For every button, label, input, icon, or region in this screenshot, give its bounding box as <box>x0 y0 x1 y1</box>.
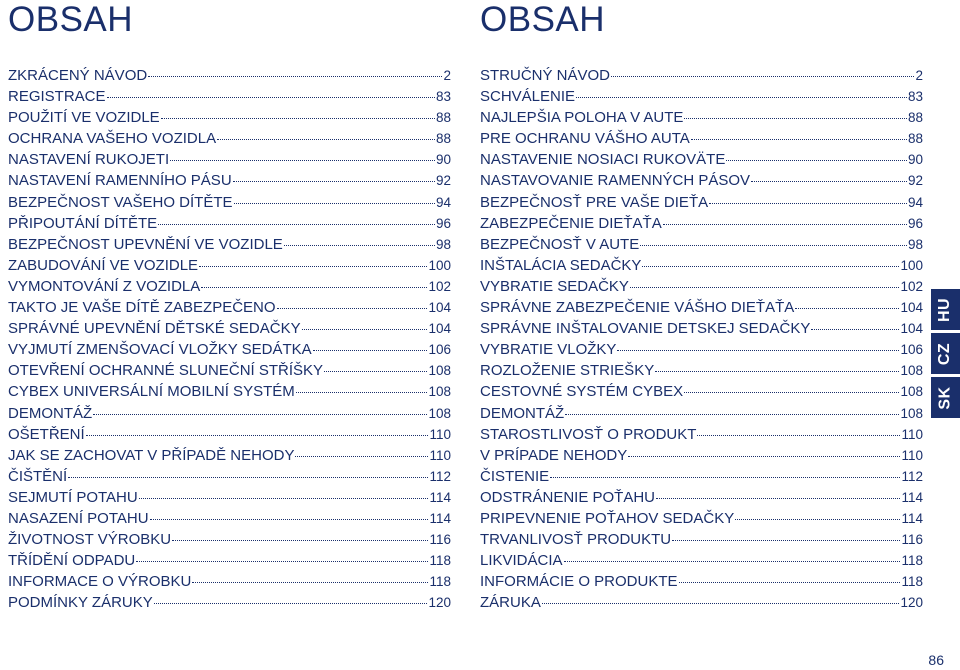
dot-leader <box>565 413 899 415</box>
toc-entry-label: PŘIPOUTÁNÍ DÍTĚTE <box>8 214 158 232</box>
toc-entry-page: 83 <box>907 89 923 105</box>
toc-entry[interactable] <box>8 255 451 276</box>
dot-leader <box>709 202 907 204</box>
dot-leader <box>93 413 427 415</box>
toc-entry-label: VYMONTOVÁNÍ Z VOZIDLA <box>8 277 201 295</box>
dot-leader <box>139 497 429 499</box>
toc-entry-page: 120 <box>900 595 923 611</box>
toc-entry-page: 100 <box>900 257 923 273</box>
toc-title-slovak: OBSAH <box>480 0 606 39</box>
toc-list-slovak <box>480 65 923 613</box>
toc-entry[interactable] <box>480 107 923 128</box>
language-tab-label: SK <box>936 385 954 410</box>
dot-leader <box>68 476 428 478</box>
dot-leader <box>617 349 899 351</box>
toc-entry[interactable] <box>480 297 923 318</box>
toc-entry-page: 110 <box>429 447 451 463</box>
toc-entry[interactable] <box>8 234 451 255</box>
toc-entry[interactable] <box>8 192 451 213</box>
toc-entry-page: 2 <box>443 68 451 83</box>
dot-leader <box>324 370 427 372</box>
dot-leader <box>313 349 428 351</box>
toc-entry-page: 112 <box>901 468 923 484</box>
toc-entry-page: 88 <box>907 131 923 147</box>
language-tab-cz[interactable] <box>931 333 960 374</box>
toc-entry-page: 116 <box>429 532 451 548</box>
toc-entry-label: TAKTO JE VAŠE DÍTĚ ZABEZPEČENO <box>8 299 276 317</box>
toc-entry-page: 116 <box>901 532 923 548</box>
dot-leader <box>154 602 428 604</box>
toc-entry-label: V PRÍPADE NEHODY <box>480 446 628 464</box>
dot-leader <box>107 96 435 98</box>
toc-entry-label: JAK SE ZACHOVAT V PŘÍPADĚ NEHODY <box>8 446 295 464</box>
toc-entry-page: 118 <box>901 574 923 590</box>
dot-leader <box>684 117 907 119</box>
toc-entry-label: LIKVIDÁCIA <box>480 552 563 570</box>
language-tab-sk[interactable] <box>931 377 960 418</box>
toc-entry-page: 94 <box>435 194 451 210</box>
dot-leader <box>550 476 900 478</box>
toc-entry-page: 118 <box>901 553 923 569</box>
toc-entry-label: REGISTRACE <box>8 88 106 106</box>
toc-entry-page: 110 <box>901 426 923 442</box>
toc-entry-label: SEJMUTÍ POTAHU <box>8 488 138 506</box>
toc-entry[interactable] <box>480 529 923 550</box>
dot-leader <box>751 180 907 182</box>
dot-leader <box>158 223 435 225</box>
dot-leader <box>295 455 428 457</box>
toc-entry[interactable] <box>480 571 923 592</box>
toc-entry[interactable] <box>480 255 923 276</box>
dot-leader <box>642 265 899 267</box>
toc-entry-page: 104 <box>900 300 923 316</box>
dot-leader <box>795 307 899 309</box>
toc-entry[interactable] <box>8 318 451 339</box>
toc-entry[interactable] <box>8 508 451 529</box>
toc-entry-label: TŘÍDĚNÍ ODPADU <box>8 552 136 570</box>
dot-leader <box>663 223 907 225</box>
toc-entry-label: ZABUDOVÁNÍ VE VOZIDLE <box>8 256 199 274</box>
toc-entry[interactable] <box>8 592 451 613</box>
toc-entry[interactable] <box>480 445 923 466</box>
toc-entry-label: DEMONTÁŽ <box>480 404 565 422</box>
toc-entry[interactable] <box>480 466 923 487</box>
language-tab-hu[interactable] <box>931 289 960 330</box>
toc-entry-label: OCHRANA VAŠEHO VOZIDLA <box>8 130 217 148</box>
toc-entry[interactable] <box>480 86 923 107</box>
toc-entry[interactable] <box>8 339 451 360</box>
toc-entry-label: ODSTRÁNENIE POŤAHU <box>480 488 656 506</box>
toc-entry[interactable] <box>8 381 451 402</box>
toc-entry[interactable] <box>8 276 451 297</box>
dot-leader <box>217 138 435 140</box>
toc-entry[interactable] <box>8 128 451 149</box>
dot-leader <box>697 434 900 436</box>
toc-title-czech: OBSAH <box>8 0 134 39</box>
toc-entry-page: 112 <box>429 468 451 484</box>
toc-entry[interactable] <box>480 508 923 529</box>
toc-entry-label: SCHVÁLENIE <box>480 88 576 106</box>
toc-entry-label: VYBRATIE VLOŽKY <box>480 341 617 359</box>
dot-leader <box>161 117 435 119</box>
toc-entry-page: 114 <box>901 510 923 526</box>
toc-entry-label: DEMONTÁŽ <box>8 404 93 422</box>
language-tab-label: HU <box>936 297 954 322</box>
toc-entry-label: ZKRÁCENÝ NÁVOD <box>8 67 148 84</box>
toc-entry-label: ČISTENIE <box>480 467 550 485</box>
toc-entry-label: ŽIVOTNOST VÝROBKU <box>8 531 172 549</box>
dot-leader <box>656 497 900 499</box>
toc-entry-label: OŠETŘENÍ <box>8 425 85 443</box>
toc-list-czech <box>8 65 451 613</box>
language-tab-label: CZ <box>936 342 954 365</box>
toc-entry-page: 96 <box>907 215 923 231</box>
toc-entry-page: 108 <box>900 384 923 400</box>
toc-entry[interactable] <box>8 107 451 128</box>
toc-entry-page: 106 <box>900 342 923 358</box>
toc-entry[interactable] <box>8 213 451 234</box>
dot-leader <box>655 370 899 372</box>
dot-leader <box>726 159 907 161</box>
toc-entry-page: 110 <box>901 447 923 463</box>
toc-entry[interactable] <box>480 65 923 86</box>
dot-leader <box>277 307 428 309</box>
toc-entry-label: STAROSTLIVOSŤ O PRODUKT <box>480 425 697 443</box>
toc-entry-page: 83 <box>435 89 451 105</box>
toc-entry-page: 114 <box>901 489 923 505</box>
toc-entry[interactable] <box>480 360 923 381</box>
dot-leader <box>628 455 900 457</box>
toc-entry-label: INFORMACE O VÝROBKU <box>8 573 192 591</box>
toc-entry-page: 94 <box>907 194 923 210</box>
toc-entry[interactable] <box>480 149 923 170</box>
toc-entry-label: NASTAVENÍ RUKOJETI <box>8 151 170 169</box>
page-number: 86 <box>928 652 944 668</box>
toc-entry-page: 96 <box>435 215 451 231</box>
toc-entry[interactable] <box>8 466 451 487</box>
toc-entry-page: 100 <box>428 257 451 273</box>
toc-entry-page: 102 <box>900 278 923 294</box>
toc-entry-label: BEZPEČNOST UPEVNĚNÍ VE VOZIDLE <box>8 235 283 253</box>
toc-entry-page: 106 <box>428 342 451 358</box>
toc-entry[interactable] <box>8 65 451 86</box>
toc-entry-label: ROZLOŽENIE STRIEŠKY <box>480 362 655 380</box>
toc-entry[interactable] <box>480 550 923 571</box>
dot-leader <box>150 518 429 520</box>
toc-entry-page: 104 <box>428 321 451 337</box>
toc-entry-label: BEZPEČNOST VAŠEHO DÍTĚTE <box>8 193 233 211</box>
toc-entry-label: NASTAVENÍ RAMENNÍHO PÁSU <box>8 172 232 190</box>
toc-entry[interactable] <box>480 339 923 360</box>
dot-leader <box>811 328 899 330</box>
dot-leader <box>86 434 429 436</box>
toc-entry-page: 98 <box>435 236 451 252</box>
toc-entry-page: 108 <box>428 405 451 421</box>
language-tabs <box>931 289 960 421</box>
toc-entry[interactable] <box>480 128 923 149</box>
toc-entry-label: NASTAVENIE NOSIACI RUKOVÄTE <box>480 151 726 169</box>
dot-leader <box>296 391 428 393</box>
toc-entry-page: 92 <box>907 173 923 189</box>
toc-entry-page: 108 <box>900 363 923 379</box>
dot-leader <box>611 75 914 77</box>
toc-entry-page: 120 <box>428 595 451 611</box>
toc-entry[interactable] <box>8 170 451 191</box>
dot-leader <box>735 518 900 520</box>
toc-entry-label: NASTAVOVANIE RAMENNÝCH PÁSOV <box>480 172 751 190</box>
dot-leader <box>542 602 900 604</box>
toc-entry-label: SPRÁVNE ZABEZPEČENIE VÁŠHO DIEŤAŤA <box>480 299 795 317</box>
toc-entry-label: PRIPEVNENIE POŤAHOV SEDAČKY <box>480 509 735 527</box>
toc-entry[interactable] <box>480 424 923 445</box>
toc-entry-label: SPRÁVNE INŠTALOVANIE DETSKEJ SEDAČKY <box>480 320 811 338</box>
dot-leader <box>564 560 901 562</box>
toc-entry-label: VYBRATIE SEDAČKY <box>480 277 629 295</box>
toc-entry[interactable] <box>8 550 451 571</box>
toc-entry-label: TRVANLIVOSŤ PRODUKTU <box>480 531 672 549</box>
toc-entry-label: STRUČNÝ NÁVOD <box>480 67 611 84</box>
dot-leader <box>136 560 428 562</box>
toc-entry[interactable] <box>8 360 451 381</box>
toc-entry[interactable] <box>8 487 451 508</box>
dot-leader <box>640 244 907 246</box>
toc-entry[interactable] <box>8 571 451 592</box>
toc-entry-page: 108 <box>428 384 451 400</box>
toc-entry[interactable] <box>8 403 451 424</box>
dot-leader <box>201 286 427 288</box>
dot-leader <box>148 75 442 77</box>
toc-entry[interactable] <box>8 445 451 466</box>
toc-entry-label: ZÁRUKA <box>480 594 541 612</box>
toc-entry-page: 114 <box>429 510 451 526</box>
toc-entry-label: CYBEX UNIVERSÁLNÍ MOBILNÍ SYSTÉM <box>8 383 295 401</box>
toc-entry-label: SPRÁVNÉ UPEVNĚNÍ DĚTSKÉ SEDAČKY <box>8 320 301 338</box>
toc-entry[interactable] <box>8 529 451 550</box>
toc-entry-label: PRE OCHRANU VÁŠHO AUTA <box>480 130 690 148</box>
toc-entry[interactable] <box>480 276 923 297</box>
dot-leader <box>234 202 435 204</box>
toc-entry-page: 88 <box>907 110 923 126</box>
toc-entry-page: 92 <box>435 173 451 189</box>
toc-entry-label: BEZPEČNOSŤ PRE VAŠE DIEŤA <box>480 193 709 211</box>
toc-entry-label: OTEVŘENÍ OCHRANNÉ SLUNEČNÍ STŘÍŠKY <box>8 362 324 380</box>
toc-entry-label: ZABEZPEČENIE DIEŤAŤA <box>480 214 662 232</box>
toc-entry-page: 88 <box>435 110 451 126</box>
toc-entry-page: 98 <box>907 236 923 252</box>
dot-leader <box>630 286 900 288</box>
toc-entry-label: INFORMÁCIE O PRODUKTE <box>480 573 678 591</box>
toc-entry-label: INŠTALÁCIA SEDAČKY <box>480 256 642 274</box>
dot-leader <box>302 328 428 330</box>
dot-leader <box>199 265 427 267</box>
toc-entry[interactable] <box>480 234 923 255</box>
toc-entry[interactable] <box>480 170 923 191</box>
dot-leader <box>192 581 428 583</box>
toc-entry-page: 102 <box>428 278 451 294</box>
toc-entry[interactable] <box>480 403 923 424</box>
toc-entry[interactable] <box>480 487 923 508</box>
dot-leader <box>172 539 428 541</box>
dot-leader <box>170 159 435 161</box>
toc-entry[interactable] <box>8 86 451 107</box>
toc-entry-page: 108 <box>900 405 923 421</box>
toc-entry-label: NASAZENÍ POTAHU <box>8 509 149 527</box>
toc-entry-page: 114 <box>429 489 451 505</box>
toc-entry-page: 110 <box>429 426 451 442</box>
toc-entry-page: 104 <box>900 321 923 337</box>
toc-entry[interactable] <box>8 297 451 318</box>
toc-entry-label: POUŽITÍ VE VOZIDLE <box>8 109 160 127</box>
toc-entry[interactable] <box>480 213 923 234</box>
toc-entry-page: 108 <box>428 363 451 379</box>
toc-entry-page: 118 <box>429 553 451 569</box>
toc-entry[interactable] <box>480 192 923 213</box>
toc-entry-page: 104 <box>428 300 451 316</box>
toc-entry-label: NAJLEPŠIA POLOHA V AUTE <box>480 109 684 127</box>
toc-entry-page: 2 <box>915 68 923 83</box>
toc-entry-page: 90 <box>907 152 923 168</box>
dot-leader <box>233 180 435 182</box>
dot-leader <box>284 244 435 246</box>
toc-entry-label: PODMÍNKY ZÁRUKY <box>8 594 153 612</box>
dot-leader <box>679 581 901 583</box>
toc-entry[interactable] <box>8 424 451 445</box>
dot-leader <box>576 96 907 98</box>
toc-entry-page: 118 <box>429 574 451 590</box>
toc-entry-label: VYJMUTÍ ZMENŠOVACÍ VLOŽKY SEDÁTKA <box>8 341 312 359</box>
toc-entry[interactable] <box>480 318 923 339</box>
toc-entry[interactable] <box>8 149 451 170</box>
dot-leader <box>684 391 899 393</box>
toc-entry-label: BEZPEČNOSŤ V AUTE <box>480 235 640 253</box>
dot-leader <box>672 539 900 541</box>
toc-entry[interactable] <box>480 381 923 402</box>
toc-entry-label: CESTOVNÉ SYSTÉM CYBEX <box>480 383 684 401</box>
dot-leader <box>691 138 907 140</box>
toc-entry-label: ČIŠTĚNÍ <box>8 467 68 485</box>
toc-entry-page: 88 <box>435 131 451 147</box>
toc-entry-page: 90 <box>435 152 451 168</box>
toc-entry[interactable] <box>480 592 923 613</box>
